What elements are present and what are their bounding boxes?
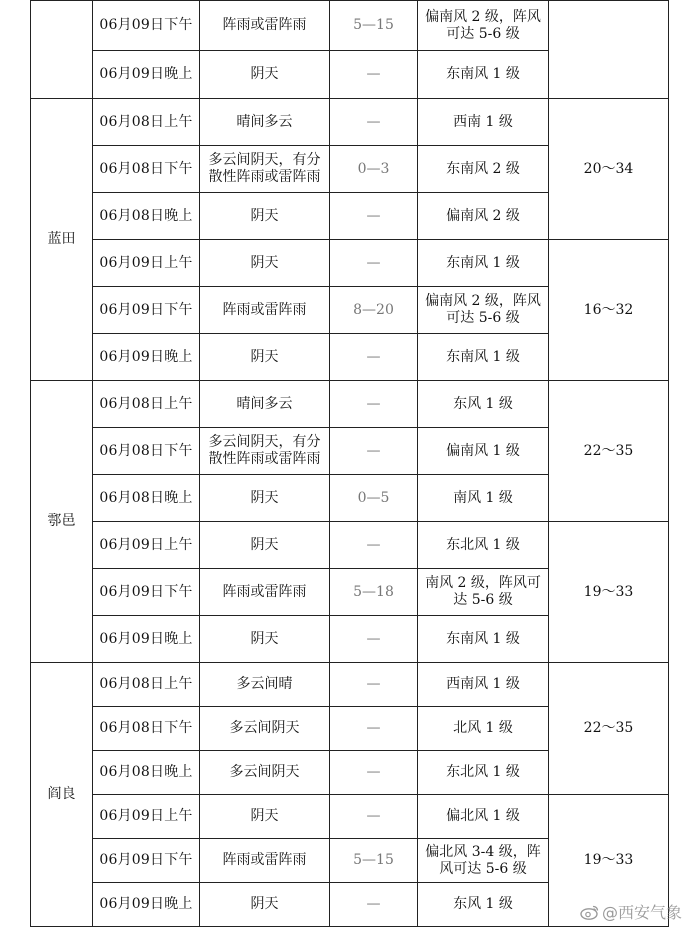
weather-cell: 阵雨或雷阵雨 <box>200 1 330 51</box>
rainfall-cell: — <box>330 522 418 569</box>
wind-cell: 东北风 1 级 <box>418 751 549 795</box>
rainfall-cell: 5—15 <box>330 839 418 883</box>
time-cell: 06月08日下午 <box>93 707 200 751</box>
weather-cell: 多云间阴天 <box>200 751 330 795</box>
weather-cell: 阴天 <box>200 193 330 240</box>
table-row <box>31 795 669 839</box>
time-cell: 06月08日上午 <box>93 663 200 707</box>
weather-cell: 多云间阴天 <box>200 707 330 751</box>
weather-cell: 阵雨或雷阵雨 <box>200 839 330 883</box>
rainfall-cell: 8—20 <box>330 287 418 334</box>
weather-cell: 多云间阴天，有分散性阵雨或雷阵雨 <box>200 428 330 475</box>
weather-cell: 阵雨或雷阵雨 <box>200 569 330 616</box>
wind-cell: 偏南风 1 级 <box>418 428 549 475</box>
weather-cell: 阴天 <box>200 51 330 99</box>
wind-cell: 东南风 1 级 <box>418 334 549 381</box>
rainfall-cell: — <box>330 616 418 663</box>
wind-cell: 东南风 1 级 <box>418 51 549 99</box>
weather-cell: 多云间阴天，有分散性阵雨或雷阵雨 <box>200 146 330 193</box>
time-cell: 06月08日上午 <box>93 381 200 428</box>
county-cell: 蓝田 <box>31 99 93 381</box>
time-cell: 06月08日晚上 <box>93 475 200 522</box>
rainfall-cell: — <box>330 99 418 146</box>
rainfall-cell: 0—3 <box>330 146 418 193</box>
time-cell: 06月08日上午 <box>93 99 200 146</box>
time-cell: 06月09日下午 <box>93 569 200 616</box>
wind-cell: 东南风 1 级 <box>418 240 549 287</box>
weather-cell: 阴天 <box>200 883 330 927</box>
time-cell: 06月09日晚上 <box>93 334 200 381</box>
temp-cell: 19～33 <box>549 522 669 663</box>
forecast-table <box>30 0 669 927</box>
rainfall-cell: — <box>330 240 418 287</box>
wind-cell: 南风 1 级 <box>418 475 549 522</box>
table-row <box>31 522 669 569</box>
weather-cell: 阵雨或雷阵雨 <box>200 287 330 334</box>
rainfall-cell: 5—18 <box>330 569 418 616</box>
rainfall-cell: — <box>330 883 418 927</box>
weather-cell: 阴天 <box>200 334 330 381</box>
wind-cell: 偏南风 2 级 <box>418 193 549 240</box>
rainfall-cell: 0—5 <box>330 475 418 522</box>
time-cell: 06月09日上午 <box>93 795 200 839</box>
temp-cell: 16～32 <box>549 240 669 381</box>
time-cell: 06月09日晚上 <box>93 883 200 927</box>
county-cell: 阎良 <box>31 663 93 927</box>
weather-cell: 阴天 <box>200 795 330 839</box>
rainfall-cell: — <box>330 193 418 240</box>
table-row <box>31 99 669 146</box>
rainfall-cell: — <box>330 51 418 99</box>
weather-cell: 阴天 <box>200 616 330 663</box>
time-cell: 06月08日晚上 <box>93 751 200 795</box>
time-cell: 06月09日上午 <box>93 240 200 287</box>
wind-cell: 西南风 1 级 <box>418 663 549 707</box>
temp-cell: 22～35 <box>549 381 669 522</box>
weather-cell: 多云间晴 <box>200 663 330 707</box>
table-row <box>31 1 669 51</box>
table-row <box>31 240 669 287</box>
wind-cell: 北风 1 级 <box>418 707 549 751</box>
county-cell: 鄠邑 <box>31 381 93 663</box>
weather-cell: 晴间多云 <box>200 381 330 428</box>
time-cell: 06月09日下午 <box>93 1 200 51</box>
wind-cell: 东风 1 级 <box>418 381 549 428</box>
rainfall-cell: — <box>330 663 418 707</box>
table-row <box>31 663 669 707</box>
time-cell: 06月08日晚上 <box>93 193 200 240</box>
rainfall-cell: — <box>330 381 418 428</box>
rainfall-cell: — <box>330 795 418 839</box>
county-cell-empty <box>31 1 93 99</box>
weather-cell: 阴天 <box>200 522 330 569</box>
temp-cell-empty <box>549 1 669 99</box>
temp-cell: 20～34 <box>549 99 669 240</box>
time-cell: 06月09日上午 <box>93 522 200 569</box>
time-cell: 06月09日晚上 <box>93 51 200 99</box>
weather-cell: 晴间多云 <box>200 99 330 146</box>
time-cell: 06月09日下午 <box>93 839 200 883</box>
rainfall-cell: — <box>330 428 418 475</box>
wind-cell: 南风 2 级，阵风可达 5-6 级 <box>418 569 549 616</box>
rainfall-cell: 5—15 <box>330 1 418 51</box>
wind-cell: 偏南风 2 级，阵风可达 5-6 级 <box>418 1 549 51</box>
time-cell: 06月08日下午 <box>93 428 200 475</box>
watermark <box>580 900 682 923</box>
temp-cell: 22～35 <box>549 663 669 795</box>
time-cell: 06月08日下午 <box>93 146 200 193</box>
weibo-icon <box>580 904 600 920</box>
wind-cell: 东北风 1 级 <box>418 522 549 569</box>
rainfall-cell: — <box>330 707 418 751</box>
weather-cell: 阴天 <box>200 240 330 287</box>
wind-cell: 偏北风 3-4 级，阵风可达 5-6 级 <box>418 839 549 883</box>
wind-cell: 东风 1 级 <box>418 883 549 927</box>
temp-cell: 19～33 <box>549 795 669 927</box>
watermark-text: @西安气象 <box>601 903 682 922</box>
wind-cell: 西南 1 级 <box>418 99 549 146</box>
wind-cell: 偏北风 1 级 <box>418 795 549 839</box>
rainfall-cell: — <box>330 334 418 381</box>
time-cell: 06月09日晚上 <box>93 616 200 663</box>
time-cell: 06月09日下午 <box>93 287 200 334</box>
wind-cell: 东南风 1 级 <box>418 616 549 663</box>
weather-cell: 阴天 <box>200 475 330 522</box>
rainfall-cell: — <box>330 751 418 795</box>
wind-cell: 偏南风 2 级，阵风可达 5-6 级 <box>418 287 549 334</box>
wind-cell: 东南风 2 级 <box>418 146 549 193</box>
table-row <box>31 381 669 428</box>
